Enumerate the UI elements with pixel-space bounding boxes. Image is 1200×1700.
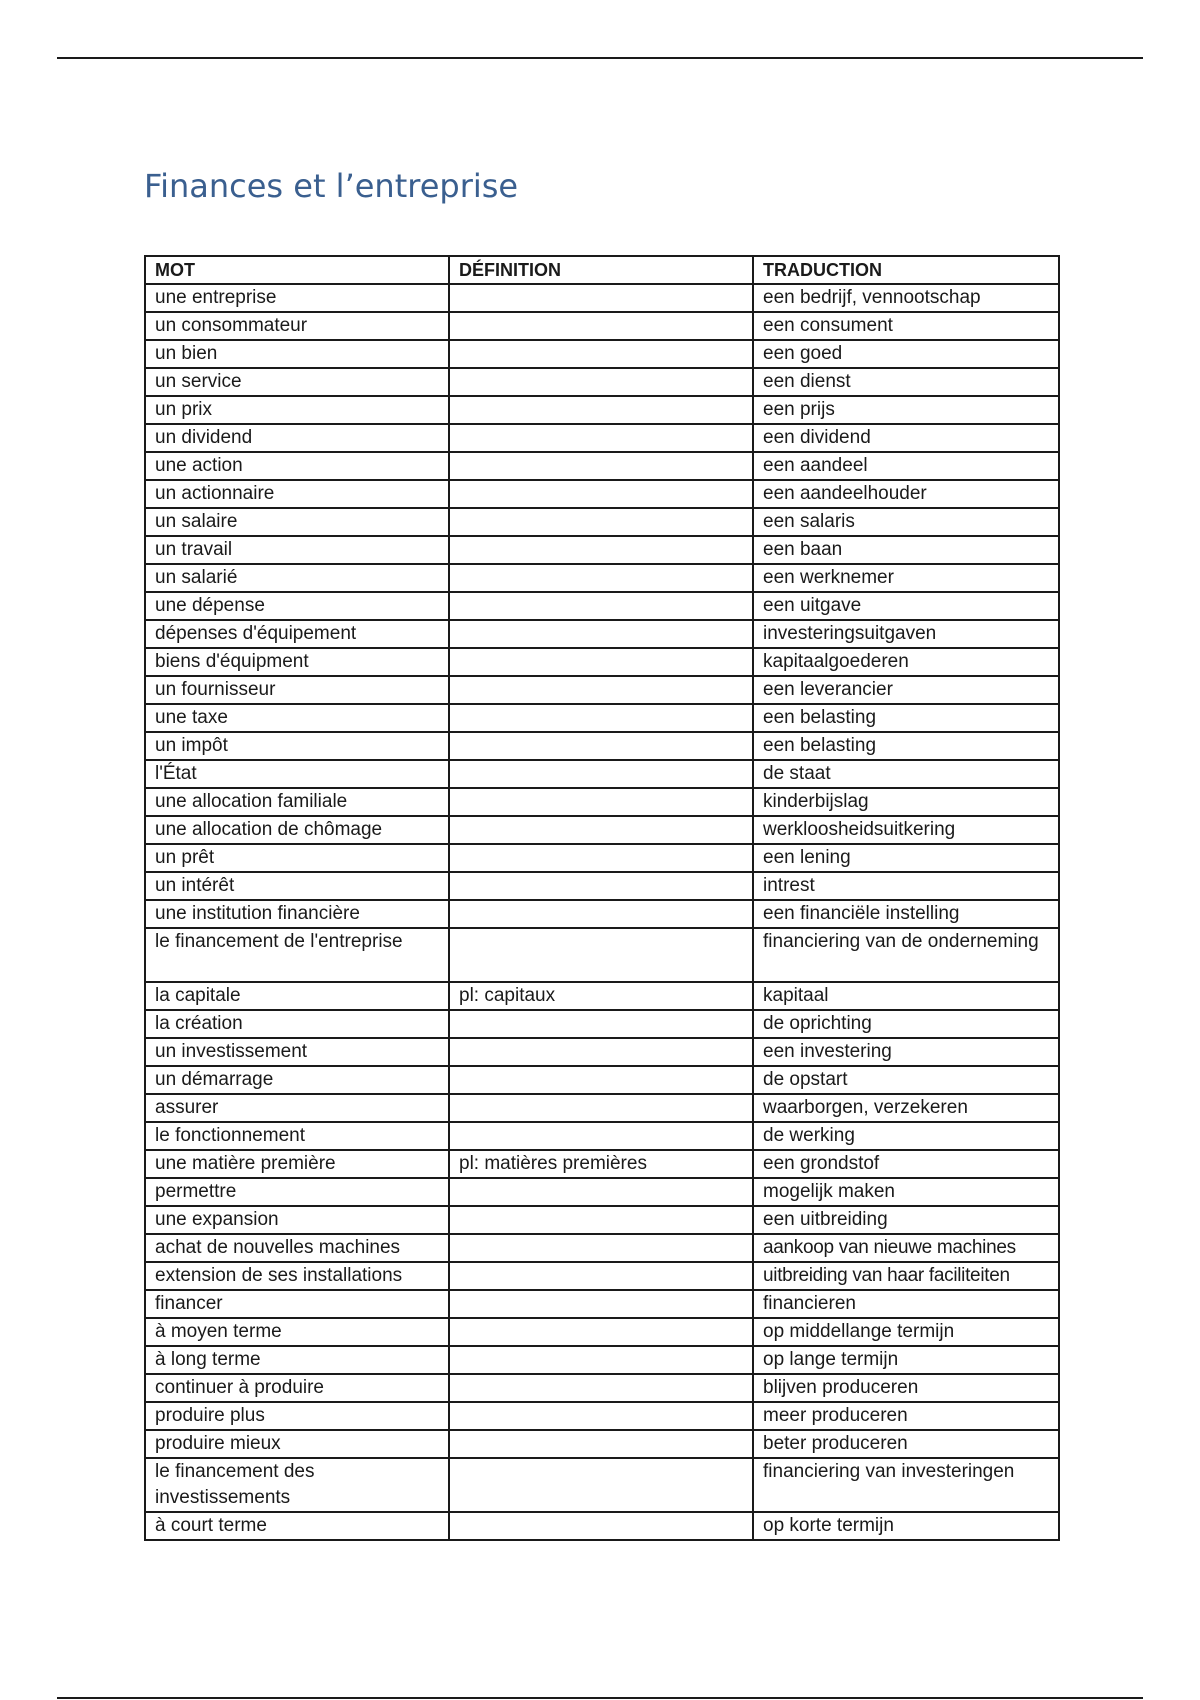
cell-traduction: kinderbijslag (753, 788, 1059, 816)
cell-mot: un démarrage (145, 1066, 449, 1094)
cell-definition (449, 1206, 753, 1234)
cell-traduction: een dividend (753, 424, 1059, 452)
cell-definition (449, 928, 753, 982)
cell-traduction: financieren (753, 1290, 1059, 1318)
cell-mot: un consommateur (145, 312, 449, 340)
cell-traduction: een aandeelhouder (753, 480, 1059, 508)
cell-mot: un investissement (145, 1038, 449, 1066)
cell-mot: une institution financière (145, 900, 449, 928)
cell-traduction: blijven produceren (753, 1374, 1059, 1402)
cell-definition (449, 452, 753, 480)
cell-definition (449, 564, 753, 592)
cell-definition (449, 788, 753, 816)
table-row (145, 1038, 1059, 1066)
cell-mot: une expansion (145, 1206, 449, 1234)
cell-mot: une matière première (145, 1150, 449, 1178)
cell-traduction: financiering van investeringen (753, 1458, 1059, 1512)
cell-traduction: een uitgave (753, 592, 1059, 620)
cell-mot: biens d'équipment (145, 648, 449, 676)
table-row (145, 648, 1059, 676)
cell-traduction: meer produceren (753, 1402, 1059, 1430)
cell-mot: un fournisseur (145, 676, 449, 704)
cell-definition (449, 760, 753, 788)
header-mot: MOT (145, 256, 449, 284)
table-row (145, 368, 1059, 396)
cell-definition (449, 1430, 753, 1458)
cell-traduction: op korte termijn (753, 1512, 1059, 1540)
cell-traduction: de staat (753, 760, 1059, 788)
cell-definition: pl: capitaux (449, 982, 753, 1010)
cell-traduction: financiering van de onderneming (753, 928, 1059, 982)
cell-definition (449, 648, 753, 676)
cell-definition (449, 620, 753, 648)
cell-mot: produire plus (145, 1402, 449, 1430)
cell-mot: le financement de l'entreprise (145, 928, 449, 982)
table-row (145, 760, 1059, 788)
table-row (145, 1010, 1059, 1038)
table-row (145, 1290, 1059, 1318)
cell-definition (449, 844, 753, 872)
cell-traduction: een dienst (753, 368, 1059, 396)
cell-definition (449, 1402, 753, 1430)
cell-traduction: investeringsuitgaven (753, 620, 1059, 648)
cell-mot: un prêt (145, 844, 449, 872)
cell-traduction: waarborgen, verzekeren (753, 1094, 1059, 1122)
cell-mot: extension de ses installations (145, 1262, 449, 1290)
cell-traduction: kapitaalgoederen (753, 648, 1059, 676)
cell-mot: une taxe (145, 704, 449, 732)
cell-mot: dépenses d'équipement (145, 620, 449, 648)
cell-traduction: kapitaal (753, 982, 1059, 1010)
cell-definition (449, 872, 753, 900)
table-row (145, 1430, 1059, 1458)
table-row (145, 396, 1059, 424)
table-row (145, 1346, 1059, 1374)
table-row (145, 480, 1059, 508)
cell-definition (449, 1346, 753, 1374)
cell-traduction: een werknemer (753, 564, 1059, 592)
cell-traduction: werkloosheidsuitkering (753, 816, 1059, 844)
header-rule (57, 57, 1143, 59)
cell-mot: un salarié (145, 564, 449, 592)
vocabulary-table (144, 255, 1060, 1541)
cell-traduction: beter produceren (753, 1430, 1059, 1458)
table-row (145, 508, 1059, 536)
cell-traduction: de werking (753, 1122, 1059, 1150)
cell-mot: le fonctionnement (145, 1122, 449, 1150)
cell-definition (449, 368, 753, 396)
cell-traduction: een financiële instelling (753, 900, 1059, 928)
cell-traduction: een belasting (753, 732, 1059, 760)
cell-definition (449, 1066, 753, 1094)
table-row (145, 816, 1059, 844)
table-row (145, 620, 1059, 648)
cell-traduction: op middellange termijn (753, 1318, 1059, 1346)
cell-mot: un dividend (145, 424, 449, 452)
cell-mot: financer (145, 1290, 449, 1318)
cell-definition (449, 480, 753, 508)
table-row (145, 844, 1059, 872)
cell-mot: achat de nouvelles machines (145, 1234, 449, 1262)
cell-definition (449, 312, 753, 340)
table-row (145, 704, 1059, 732)
cell-mot: l'État (145, 760, 449, 788)
cell-traduction: een lening (753, 844, 1059, 872)
cell-definition (449, 284, 753, 312)
cell-mot: une entreprise (145, 284, 449, 312)
cell-mot: le financement des investissements (145, 1458, 449, 1512)
cell-mot: une allocation familiale (145, 788, 449, 816)
cell-definition (449, 396, 753, 424)
cell-traduction: op lange termijn (753, 1346, 1059, 1374)
cell-mot: un actionnaire (145, 480, 449, 508)
cell-traduction: de oprichting (753, 1010, 1059, 1038)
table-row (145, 1262, 1059, 1290)
cell-mot: une dépense (145, 592, 449, 620)
table-row (145, 982, 1059, 1010)
table-row (145, 564, 1059, 592)
cell-definition (449, 424, 753, 452)
cell-definition (449, 1234, 753, 1262)
table-row (145, 1512, 1059, 1540)
cell-definition (449, 1038, 753, 1066)
page-title: Finances et l’entreprise (144, 167, 519, 205)
cell-definition (449, 1290, 753, 1318)
cell-mot: un intérêt (145, 872, 449, 900)
table-row (145, 340, 1059, 368)
cell-definition (449, 900, 753, 928)
table-row (145, 1122, 1059, 1150)
table-row (145, 788, 1059, 816)
cell-traduction: een investering (753, 1038, 1059, 1066)
table-row (145, 732, 1059, 760)
table-row (145, 452, 1059, 480)
cell-definition (449, 704, 753, 732)
table-row (145, 900, 1059, 928)
cell-mot: continuer à produire (145, 1374, 449, 1402)
cell-definition (449, 732, 753, 760)
cell-definition (449, 592, 753, 620)
cell-definition (449, 536, 753, 564)
cell-mot: à court terme (145, 1512, 449, 1540)
cell-traduction: een aandeel (753, 452, 1059, 480)
table-row (145, 592, 1059, 620)
cell-definition (449, 340, 753, 368)
cell-definition (449, 676, 753, 704)
cell-mot: un service (145, 368, 449, 396)
cell-traduction: een prijs (753, 396, 1059, 424)
cell-mot: une allocation de chômage (145, 816, 449, 844)
cell-traduction: een baan (753, 536, 1059, 564)
cell-definition (449, 508, 753, 536)
table-row (145, 1094, 1059, 1122)
cell-definition (449, 1010, 753, 1038)
cell-traduction: een belasting (753, 704, 1059, 732)
table-row (145, 1374, 1059, 1402)
table-row (145, 424, 1059, 452)
cell-mot: à long terme (145, 1346, 449, 1374)
cell-traduction: een salaris (753, 508, 1059, 536)
cell-mot: un prix (145, 396, 449, 424)
cell-traduction: een grondstof (753, 1150, 1059, 1178)
cell-mot: la capitale (145, 982, 449, 1010)
table-row (145, 1178, 1059, 1206)
table-row (145, 1150, 1059, 1178)
table-row (145, 1234, 1059, 1262)
cell-definition: pl: matières premières (449, 1150, 753, 1178)
cell-definition (449, 1512, 753, 1540)
table-row (145, 1318, 1059, 1346)
cell-definition (449, 1094, 753, 1122)
cell-mot: la création (145, 1010, 449, 1038)
header-traduction: TRADUCTION (753, 256, 1059, 284)
cell-definition (449, 1318, 753, 1346)
table-header-row (145, 256, 1059, 284)
cell-mot: un impôt (145, 732, 449, 760)
cell-definition (449, 1122, 753, 1150)
cell-traduction: een consument (753, 312, 1059, 340)
cell-mot: produire mieux (145, 1430, 449, 1458)
table-row (145, 1206, 1059, 1234)
cell-traduction: de opstart (753, 1066, 1059, 1094)
cell-traduction: mogelijk maken (753, 1178, 1059, 1206)
cell-mot: un travail (145, 536, 449, 564)
cell-mot: permettre (145, 1178, 449, 1206)
cell-traduction: aankoop van nieuwe machines (753, 1234, 1059, 1262)
cell-mot: un bien (145, 340, 449, 368)
table-row (145, 872, 1059, 900)
table-row (145, 312, 1059, 340)
cell-definition (449, 816, 753, 844)
table-row (145, 284, 1059, 312)
table-row (145, 1066, 1059, 1094)
cell-definition (449, 1178, 753, 1206)
table-row (145, 676, 1059, 704)
cell-traduction: intrest (753, 872, 1059, 900)
cell-traduction: een uitbreiding (753, 1206, 1059, 1234)
cell-definition (449, 1262, 753, 1290)
cell-definition (449, 1374, 753, 1402)
cell-definition (449, 1458, 753, 1512)
table-body (145, 284, 1059, 1540)
table-row (145, 1402, 1059, 1430)
cell-mot: un salaire (145, 508, 449, 536)
cell-mot: à moyen terme (145, 1318, 449, 1346)
table-row (145, 928, 1059, 982)
cell-mot: une action (145, 452, 449, 480)
table-row (145, 536, 1059, 564)
table-row (145, 1458, 1059, 1512)
cell-mot: assurer (145, 1094, 449, 1122)
cell-traduction: een leverancier (753, 676, 1059, 704)
cell-traduction: een bedrijf, vennootschap (753, 284, 1059, 312)
header-definition: DÉFINITION (449, 256, 753, 284)
cell-traduction: een goed (753, 340, 1059, 368)
cell-traduction: uitbreiding van haar faciliteiten (753, 1262, 1059, 1290)
footer-rule (57, 1697, 1143, 1699)
